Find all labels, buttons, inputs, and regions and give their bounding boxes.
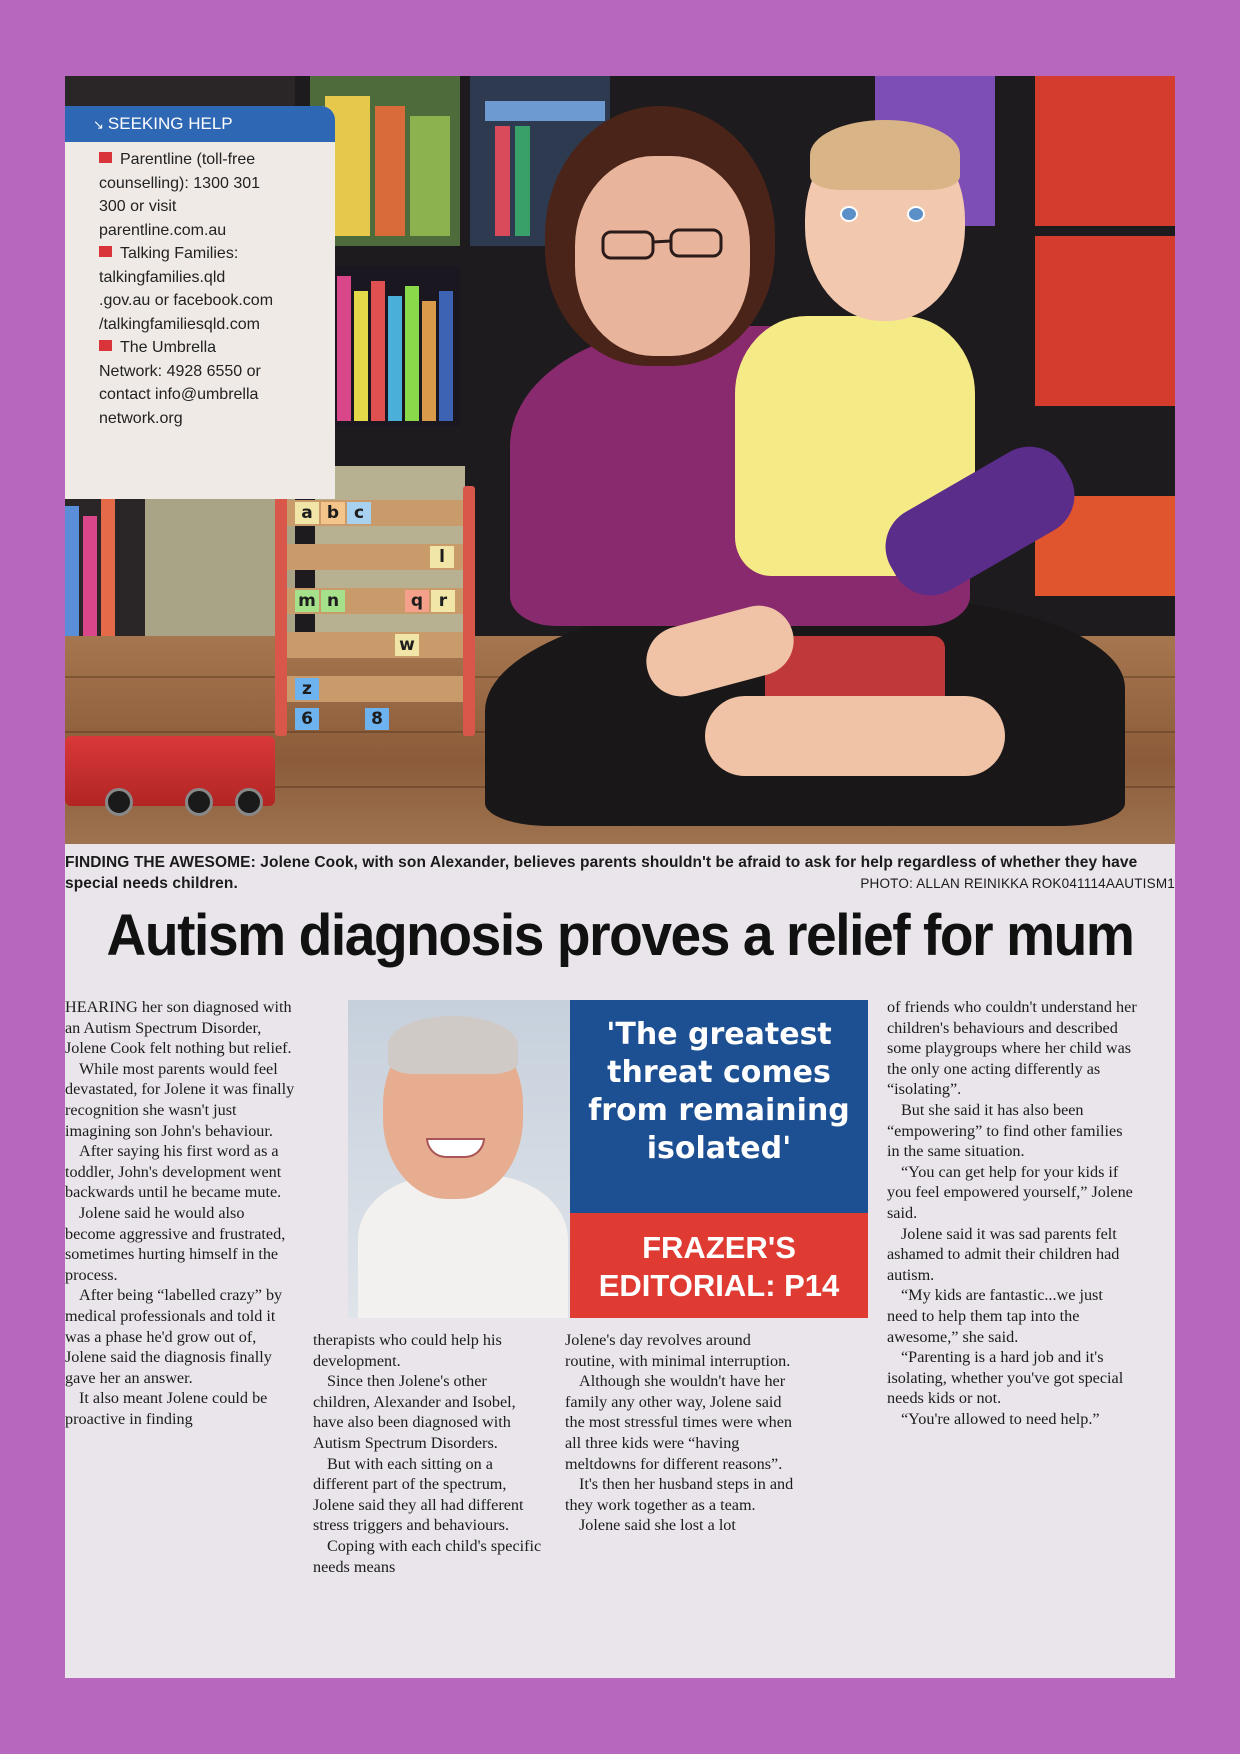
- abacus-tile: 8: [365, 708, 389, 730]
- headline: Autism diagnosis proves a relief for mum: [106, 903, 1134, 968]
- feature-photo: [65, 76, 1175, 844]
- paragraph: “Parenting is a hard job and it's isolating, whether you've got special needs kids or not.: [887, 1348, 1124, 1408]
- photo-credit: PHOTO: ALLAN REINIKKA ROK041114AAUTISM1: [860, 876, 1175, 891]
- help-resource-talking-families: Talking Families: talkingfamilies.qld .gov.au or facebook.com /talkingfamiliesqld.com: [99, 245, 274, 333]
- paragraph: While most parents would feel devastated, for Jolene it was finally recognition she wasn't just imagining son John's behaviour.: [65, 1059, 295, 1140]
- abacus-tile: c: [347, 502, 371, 524]
- paragraph: Jolene said it was sad parents felt ashamed to admit their children had autism.: [887, 1224, 1120, 1284]
- newspaper-clipping: [65, 76, 1175, 1678]
- glasses-icon: [585, 226, 745, 262]
- help-resource-umbrella-network: The Umbrella Network: 4928 6550 or contact info@umbrella network.org: [99, 339, 261, 427]
- paragraph: It's then her husband steps in and they work together as a team.: [565, 1475, 794, 1514]
- abacus-tile: 6: [295, 708, 319, 730]
- editorial-reference: FRAZER'S EDITORIAL: P14: [570, 1213, 868, 1318]
- paragraph: “You can get help for your kids if you feel empowered yourself,” Jolene said.: [887, 1162, 1133, 1222]
- abacus-tile: w: [395, 634, 419, 656]
- article-column-4: [887, 997, 1137, 1429]
- abacus-tile: z: [295, 678, 319, 700]
- caption-lead: FINDING THE AWESOME:: [65, 854, 256, 871]
- paragraph: “You're allowed to need help.”: [901, 1409, 1100, 1428]
- article-column-1: [65, 997, 297, 1429]
- abacus-tile: b: [321, 502, 345, 524]
- paragraph: Coping with each child's specific needs means: [313, 1536, 542, 1576]
- paragraph: But she said it has also been “empowering” to find other families in the same situation.: [887, 1100, 1123, 1161]
- paragraph: Jolene said she lost a lot: [579, 1516, 736, 1535]
- toy-truck: [65, 736, 275, 806]
- abacus-tile: l: [430, 546, 454, 568]
- paragraph: It also meant Jolene could be proactive in finding: [65, 1389, 268, 1428]
- boy-eye: [840, 206, 858, 222]
- pull-quote: 'The greatest threat comes from remaining isolated': [570, 1000, 868, 1213]
- editor-portrait: [348, 1000, 570, 1318]
- boy-eye: [907, 206, 925, 222]
- boy-hair: [810, 120, 960, 190]
- arrow-down-right-icon: ↘: [93, 117, 104, 132]
- abacus-tile: a: [295, 502, 319, 524]
- seeking-help-heading: ↘ SEEKING HELP: [65, 106, 335, 142]
- paragraph: Jolene said he would also become aggressive and frustrated, sometimes hurting himself in the process.: [65, 1203, 286, 1284]
- article-column-2: [313, 1330, 545, 1577]
- paragraph: therapists who could help his development.: [313, 1331, 502, 1370]
- toy-abacus: [275, 486, 475, 736]
- paragraph: Jolene's day revolves around routine, with minimal interruption.: [565, 1331, 791, 1370]
- paragraph: HEARING her son diagnosed with an Autism Spectrum Disorder, Jolene Cook felt nothing but relief.: [65, 998, 292, 1058]
- editorial-promo: [348, 1000, 868, 1318]
- photo-caption: [65, 852, 1175, 894]
- article-column-3: [565, 1330, 797, 1536]
- abacus-tile: m: [295, 590, 319, 612]
- abacus-tile: r: [431, 590, 455, 612]
- paragraph: “My kids are fantastic...we just need to help them tap into the awesome,” she said.: [887, 1286, 1103, 1346]
- abacus-tile: q: [405, 590, 429, 612]
- paragraph: Although she wouldn't have her family any other way, Jolene said the most stressful times were when all three kids were “having meltdowns for different reasons”.: [565, 1372, 793, 1473]
- caption-text: Jolene Cook, with son Alexander, believes parents shouldn't be afraid to ask for help regardless of whether they have special needs children.: [65, 854, 1138, 892]
- paragraph: Since then Jolene's other children, Alexander and Isobel, have also been diagnosed with Autism Spectrum Disorders.: [313, 1372, 516, 1452]
- seeking-help-box: [65, 106, 335, 499]
- paragraph: But with each sitting on a different part of the spectrum, Jolene said they all had different stress triggers and behaviours.: [313, 1454, 524, 1535]
- help-resource-parentline: Parentline (toll-free counselling): 1300 301 300 or visit parentline.com.au: [99, 151, 261, 239]
- paragraph: After saying his first word as a toddler, John's development went backwards until he became mute.: [65, 1142, 282, 1202]
- paragraph: of friends who couldn't understand her children's behaviours and described some playgroups where her child was the only one acting differently as “isolating”.: [887, 998, 1137, 1099]
- abacus-tile: n: [321, 590, 345, 612]
- red-square-icon: [99, 246, 112, 257]
- red-square-icon: [99, 340, 112, 351]
- red-square-icon: [99, 152, 112, 163]
- paragraph: After being “labelled crazy” by medical professionals and told it was a phase he'd grow out of, Jolene said the diagnosis finally gave her an answer.: [65, 1286, 283, 1387]
